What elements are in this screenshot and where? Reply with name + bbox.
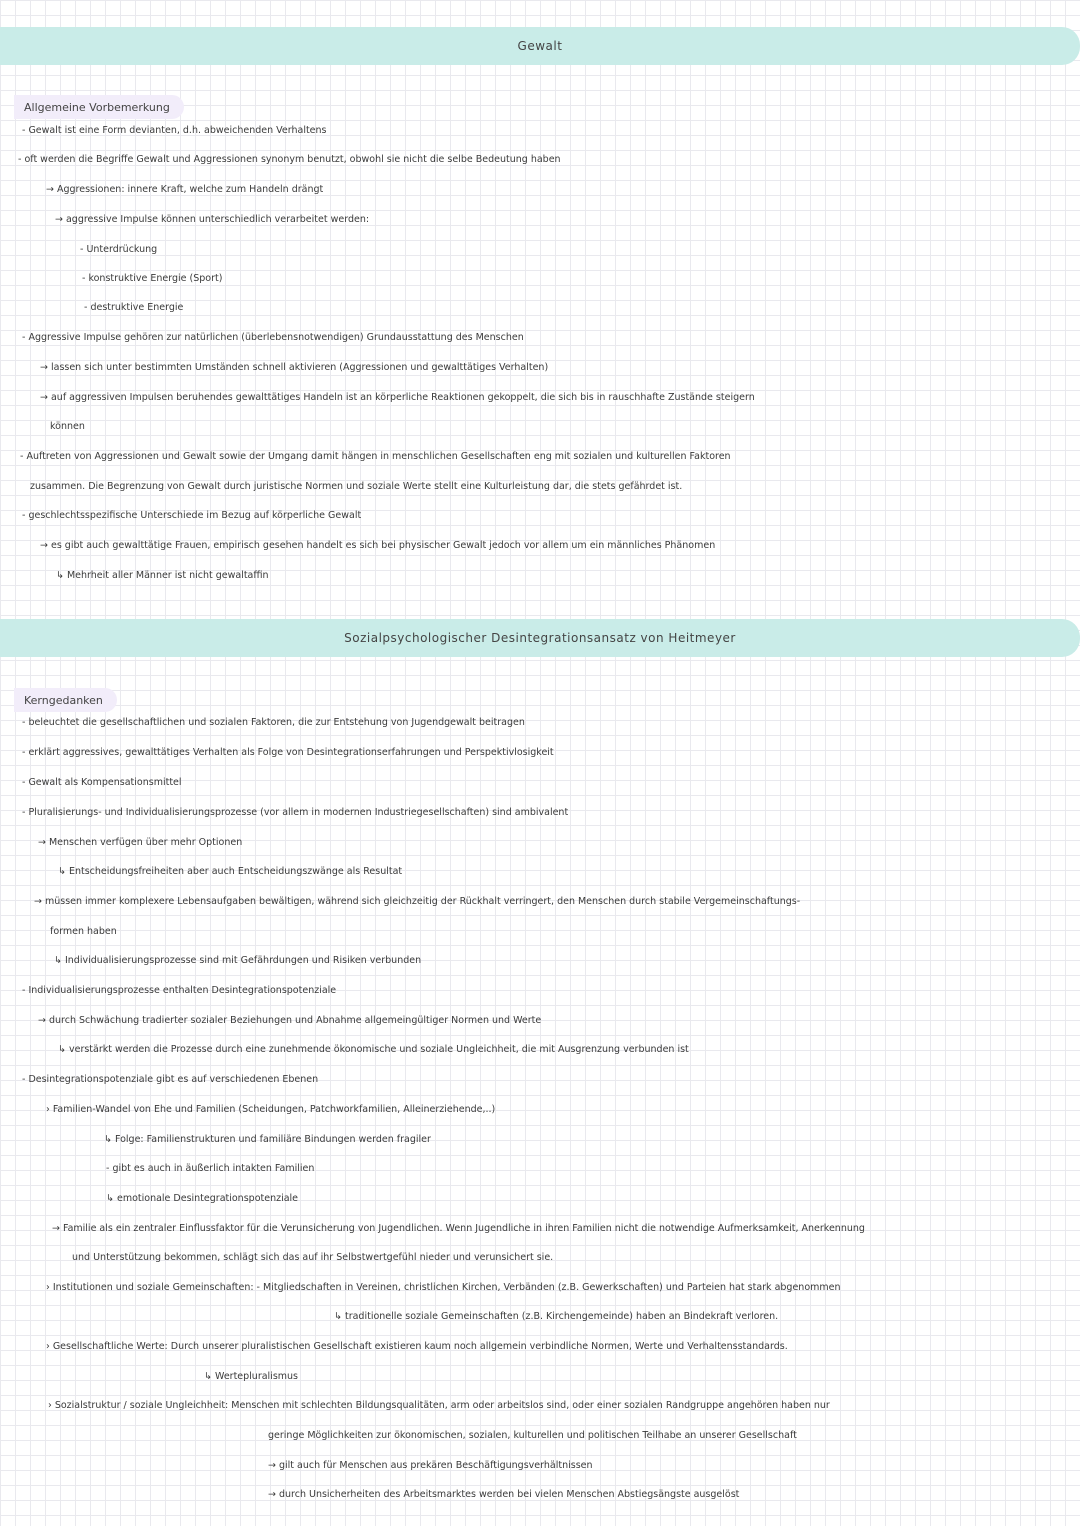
note-line: › Institutionen und soziale Gemeinschaften: - Mitgliedschaften in Vereinen, christlichen Kirchen, Verbänden (z.B. Gewerkschaften) und Parteien hat stark abgenommen [46,1282,841,1293]
note-line: → Familie als ein zentraler Einflussfaktor für die Verunsicherung von Jugendlichen. Wenn Jugendliche in ihren Familien nicht die notwendige Aufmerksamkeit, Anerkennung [52,1223,865,1234]
note-line: - oft werden die Begriffe Gewalt und Aggressionen synonym benutzt, obwohl sie nicht die selbe Bedeutung haben [18,154,561,165]
note-line: - Auftreten von Aggressionen und Gewalt sowie der Umgang damit hängen in menschlichen Gesellschaften eng mit sozialen und kulturellen Faktoren [20,451,731,462]
note-line: - Unterdrückung [80,244,158,255]
title-banner-gewalt [0,27,1080,65]
title-banner-heitmeyer [0,619,1080,657]
note-line: und Unterstützung bekommen, schlägt sich das auf ihr Selbstwertgefühl nieder und verunsichert sie. [72,1252,554,1263]
note-line: - geschlechtsspezifische Unterschiede im Bezug auf körperliche Gewalt [22,510,362,521]
note-line: - Individualisierungsprozesse enthalten Desintegrationspotenziale [22,985,337,996]
note-line: - konstruktive Energie (Sport) [82,273,223,284]
note-line: - erklärt aggressives, gewalttätiges Verhalten als Folge von Desintegrationserfahrungen und Perspektivlosigkeit [22,747,554,758]
note-line: ↳ traditionelle soziale Gemeinschaften (z.B. Kirchengemeinde) haben an Bindekraft verloren. [334,1311,779,1322]
note-line: → Menschen verfügen über mehr Optionen [38,837,243,848]
note-line: - Desintegrationspotenziale gibt es auf verschiedenen Ebenen [22,1074,319,1085]
note-line: formen haben [50,926,117,937]
note-line: - Gewalt ist eine Form devianten, d.h. abweichenden Verhaltens [22,125,327,136]
note-line: - Gewalt als Kompensationsmittel [22,777,182,788]
note-line: - destruktive Energie [84,302,184,313]
section-title: Sozialpsychologischer Desintegrationsansatz von Heitmeyer [344,631,736,645]
note-line: geringe Möglichkeiten zur ökonomischen, sozialen, kulturellen und politischen Teilhabe an unserer Gesellschaft [268,1430,797,1441]
note-line: → aggressive Impulse können unterschiedlich verarbeitet werden: [55,214,370,225]
note-line: → Aggressionen: innere Kraft, welche zum Handeln drängt [46,184,324,195]
section-label-kerngedanken [14,688,117,712]
section-label-vorbemerkung [14,95,184,119]
note-line: ↳ Mehrheit aller Männer ist nicht gewaltaffin [56,570,269,581]
section-label-text: Allgemeine Vorbemerkung [24,100,170,114]
note-line: ↳ Entscheidungsfreiheiten aber auch Entscheidungszwänge als Resultat [58,866,403,877]
note-line: → lassen sich unter bestimmten Umständen schnell aktivieren (Aggressionen und gewalttätiges Verhalten) [40,362,549,373]
note-line: ↳ Folge: Familienstrukturen und familiäre Bindungen werden fragiler [104,1134,431,1145]
note-line: - Aggressive Impulse gehören zur natürlichen (überlebensnotwendigen) Grundausstattung des Menschen [22,332,524,343]
page-title: Gewalt [517,39,563,53]
note-line: - Pluralisierungs- und Individualisierungsprozesse (vor allem in modernen Industriegesellschaften) sind ambivalent [22,807,569,818]
note-line: → durch Unsicherheiten des Arbeitsmarktes werden bei vielen Menschen Abstiegsängste ausgelöst [268,1489,740,1500]
note-line: › Familien-Wandel von Ehe und Familien (Scheidungen, Patchworkfamilien, Alleinerziehende,..) [46,1104,496,1115]
note-line: ↳ verstärkt werden die Prozesse durch eine zunehmende ökonomische und soziale Ungleichheit, die mit Ausgrenzung verbunden ist [58,1044,689,1055]
note-line: › Gesellschaftliche Werte: Durch unserer pluralistischen Gesellschaft existieren kaum noch allgemein verbindliche Normen, Werte und Verhaltensstandards. [46,1341,788,1352]
note-line: › Sozialstruktur / soziale Ungleichheit: Menschen mit schlechten Bildungsqualitäten, arm oder arbeitslos sind, oder einer sozialen Randgruppe angehören haben nur [48,1400,830,1411]
note-line: → es gibt auch gewalttätige Frauen, empirisch gesehen handelt es sich bei physischer Gewalt jedoch vor allem um ein männliches Phänomen [40,540,716,551]
note-line: → durch Schwächung tradierter sozialer Beziehungen und Abnahme allgemeingültiger Normen und Werte [38,1015,542,1026]
section-label-text: Kerngedanken [24,693,103,707]
note-line: ↳ Wertepluralismus [204,1371,299,1382]
note-line: können [50,421,85,432]
note-line: ↳ emotionale Desintegrationspotenziale [106,1193,299,1204]
note-line: → auf aggressiven Impulsen beruhendes gewalttätiges Handeln ist an körperliche Reaktionen gekoppelt, die sich bis in rauschhafte Zustände steigern [40,392,755,403]
note-line: → müssen immer komplexere Lebensaufgaben bewältigen, während sich gleichzeitig der Rückhalt verringert, den Menschen durch stabile Vergemeinschaftungs- [34,896,801,907]
note-line: → gilt auch für Menschen aus prekären Beschäftigungsverhältnissen [268,1460,593,1471]
note-line: zusammen. Die Begrenzung von Gewalt durch juristische Normen und soziale Werte stellt eine Kulturleistung dar, die stets gefährdet ist. [30,481,683,492]
note-line: - gibt es auch in äußerlich intakten Familien [106,1163,315,1174]
note-line: - beleuchtet die gesellschaftlichen und sozialen Faktoren, die zur Entstehung von Jugendgewalt beitragen [22,717,525,728]
note-line: ↳ Individualisierungsprozesse sind mit Gefährdungen und Risiken verbunden [54,955,422,966]
